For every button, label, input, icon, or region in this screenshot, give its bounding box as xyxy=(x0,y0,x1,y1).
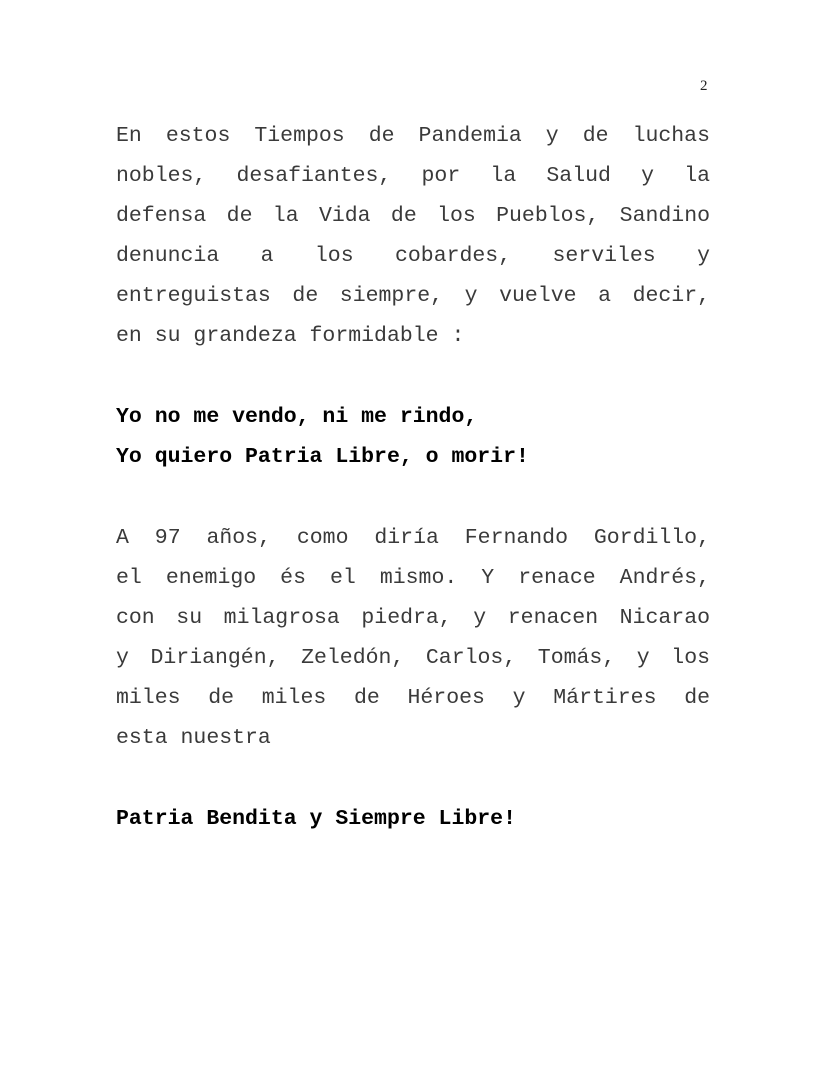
paragraph1-line-4: denuncia a los cobardes, serviles y xyxy=(116,244,710,268)
paragraph2-line-3: con su milagrosa piedra, y renacen Nicarao xyxy=(116,606,710,630)
paragraph1-line-3: defensa de la Vida de los Pueblos, Sandino xyxy=(116,204,710,228)
paragraph2-line-6: esta nuestra xyxy=(116,726,271,750)
paragraph1-line-2: nobles, desafiantes, por la Salud y la xyxy=(116,164,710,188)
paragraph2-line-2: el enemigo és el mismo. Y renace Andrés, xyxy=(116,566,710,590)
paragraph1-line-5: entreguistas de siempre, y vuelve a decir, xyxy=(116,284,710,308)
paragraph2-line-4: y Diriangén, Zeledón, Carlos, Tomás, y los xyxy=(116,646,710,670)
paragraph1-line-6: en su grandeza formidable : xyxy=(116,324,465,348)
quote-line-1: Yo no me vendo, ni me rindo, xyxy=(116,405,478,429)
paragraph1-line-1: En estos Tiempos de Pandemia y de luchas xyxy=(116,124,710,148)
paragraph2-line-1: A 97 años, como diría Fernando Gordillo, xyxy=(116,526,710,550)
page-number: 2 xyxy=(700,78,708,94)
closing-line: Patria Bendita y Siempre Libre! xyxy=(116,807,516,831)
quote-line-2: Yo quiero Patria Libre, o morir! xyxy=(116,445,529,469)
paragraph2-line-5: miles de miles de Héroes y Mártires de xyxy=(116,686,710,710)
